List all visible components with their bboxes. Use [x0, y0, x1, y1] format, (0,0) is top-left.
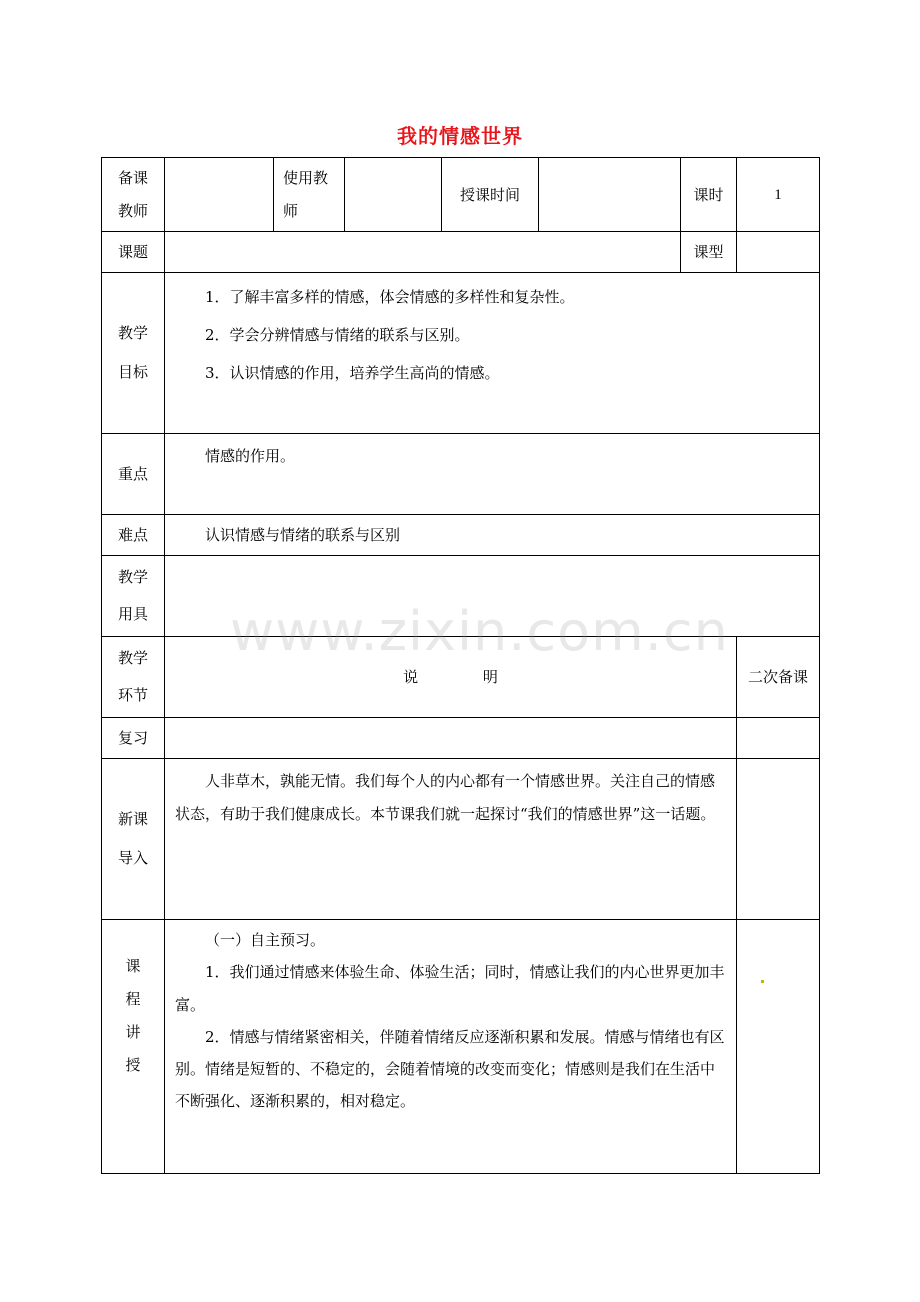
- stages-header-row: [102, 637, 820, 718]
- intro-row: [102, 759, 820, 920]
- period-value: 1: [737, 158, 820, 232]
- user-teacher-label: 使用教师: [274, 158, 345, 232]
- lecture-content: [165, 920, 737, 1174]
- tools-value: [165, 556, 820, 637]
- user-teacher-value: [345, 158, 442, 232]
- lecture-label: 课程讲授: [102, 920, 165, 1174]
- watermark: www.zixin.com.cn: [230, 600, 729, 663]
- lecture-heading: （一）自主预习。: [205, 931, 326, 949]
- lecture-second-prep: [737, 920, 820, 1174]
- difficulty-row: [102, 515, 820, 556]
- objective-item: 3．认识情感的作用，培养学生高尚的情感。: [205, 364, 500, 382]
- difficulty-text: 认识情感与情绪的联系与区别: [165, 515, 820, 556]
- time-label: 授课时间: [442, 158, 539, 232]
- review-content: [165, 718, 737, 759]
- second-prep-label: 二次备课: [737, 637, 820, 718]
- objective-item: 1．了解丰富多样的情感，体会情感的多样性和复杂性。: [205, 288, 575, 306]
- description-label: 说 明: [165, 637, 737, 718]
- lecture-row: [102, 920, 820, 1174]
- teacher-value: [165, 158, 274, 232]
- objectives-label: 教学目标: [102, 273, 165, 434]
- period-label: 课时: [681, 158, 737, 232]
- intro-text: 人非草木，孰能无情。我们每个人的内心都有一个情感世界。关注自己的情感状态，有助于我们健康成长。本节课我们就一起探讨“我们的情感世界”这一话题。: [175, 772, 716, 823]
- difficulty-label: 难点: [102, 515, 165, 556]
- header-row: [102, 158, 820, 232]
- lesson-type-value: [737, 232, 820, 273]
- document-title: 我的情感世界: [397, 124, 523, 148]
- topic-row: [102, 232, 820, 273]
- intro-label: 新课导入: [102, 759, 165, 920]
- intro-content: [165, 759, 737, 920]
- time-value: [539, 158, 681, 232]
- lesson-plan-table: [101, 157, 820, 1174]
- topic-value: [165, 232, 681, 273]
- objectives-content: [165, 273, 820, 434]
- review-label: 复习: [102, 718, 165, 759]
- stage-label: 教学环节: [102, 637, 165, 718]
- lecture-paragraph: 2．情感与情绪紧密相关，伴随着情绪反应逐渐积累和发展。情感与情绪也有区别。情绪是短暂的、不稳定的，会随着情境的改变而变化；情感则是我们在生活中不断强化、逐渐积累的，相对稳定。: [175, 1027, 725, 1111]
- key-point-content: [165, 434, 820, 515]
- tools-row: [102, 556, 820, 637]
- key-point-row: [102, 434, 820, 515]
- review-row: [102, 718, 820, 759]
- review-second-prep: [737, 718, 820, 759]
- lecture-paragraph: 1．我们通过情感来体验生命、体验生活；同时，情感让我们的内心世界更加丰富。: [175, 963, 725, 1014]
- objectives-row: [102, 273, 820, 434]
- intro-second-prep: [737, 759, 820, 920]
- key-point-text: 情感的作用。: [205, 447, 296, 465]
- dot-mark: [761, 980, 764, 983]
- topic-label: 课题: [102, 232, 165, 273]
- tools-label: 教学用具: [102, 556, 165, 637]
- objective-item: 2．学会分辨情感与情绪的联系与区别。: [205, 326, 470, 344]
- lesson-type-label: 课型: [681, 232, 737, 273]
- teacher-label: 备课教师: [102, 158, 165, 232]
- key-point-label: 重点: [102, 434, 165, 515]
